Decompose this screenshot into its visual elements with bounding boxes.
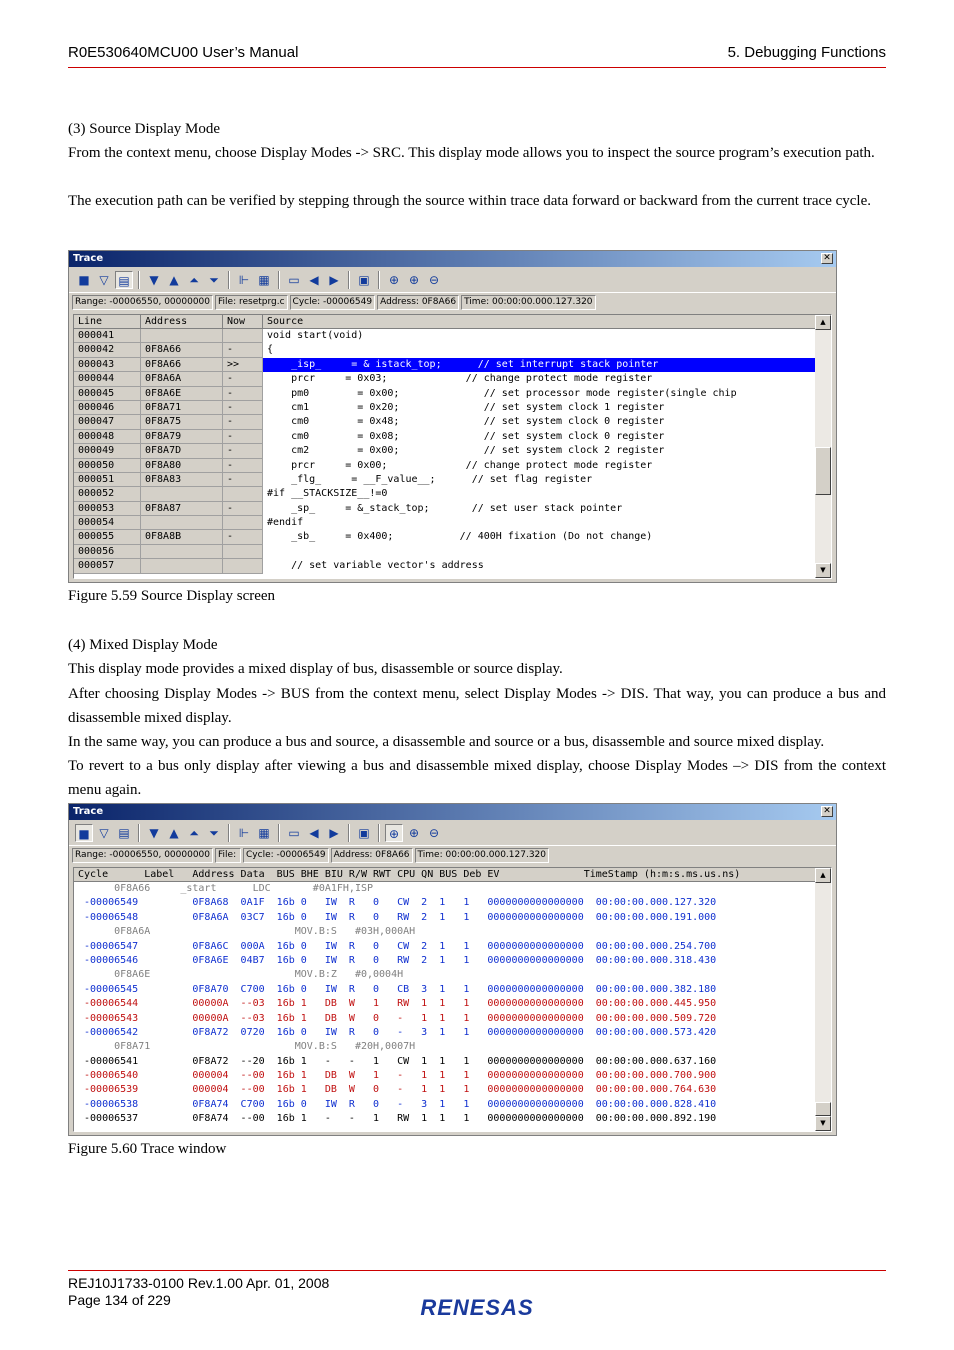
- line-cell: 000050: [74, 459, 141, 473]
- source-cell: cm0 = 0x08; // set system clock 0 register: [267, 430, 665, 442]
- row-text: -00006537 0F8A74 --00 16b 1 - - 1 RW 1 1 1 0000000000000000 00:00:00.000.892.190: [78, 1113, 717, 1125]
- now-cell: -: [223, 459, 263, 473]
- scroll-up-icon[interactable]: ▲: [815, 315, 831, 330]
- source-mode-icon[interactable]: ▤: [115, 271, 133, 289]
- step-up-icon[interactable]: ▲: [169, 825, 179, 840]
- window-icon[interactable]: ▭: [288, 825, 300, 840]
- address-field: Address: 0F8A66: [331, 848, 413, 863]
- source-row[interactable]: [74, 487, 831, 501]
- row-text: 0F8A6A MOV.B:S #03H,000AH: [78, 926, 416, 938]
- record-icon[interactable]: ■: [75, 824, 93, 842]
- source-row[interactable]: [74, 343, 831, 357]
- tree-icon[interactable]: ⊩: [238, 272, 250, 287]
- line-cell: 000041: [74, 329, 141, 343]
- source-cell: #endif: [267, 517, 304, 529]
- column-header-row: [74, 315, 831, 329]
- source-row[interactable]: [74, 545, 831, 559]
- source-cell: prcr = 0x03; // change protect mode register: [267, 373, 653, 385]
- toolbar-separator: [138, 271, 140, 289]
- figure-5-60-caption: Figure 5.60 Trace window: [68, 1141, 227, 1157]
- line-cell: 000047: [74, 415, 141, 429]
- row-text: -00006545 0F8A70 C700 16b 0 IW R 0 CB 3 1 1 0000000000000000 00:00:00.000.382.180: [78, 983, 717, 995]
- row-text: -00006542 0F8A72 0720 16b 0 IW R 0 - 3 1 1 0000000000000000 00:00:00.000.573.420: [78, 1026, 717, 1038]
- toolbar-separator: [228, 271, 230, 289]
- line-cell: 000044: [74, 372, 141, 386]
- line-cell: 000046: [74, 401, 141, 415]
- now-cell: -: [223, 430, 263, 444]
- source-cell: #if __STACKSIZE__!=0: [267, 488, 388, 500]
- info-bar: [69, 293, 836, 311]
- line-cell: 000049: [74, 444, 141, 458]
- document-id: REJ10J1733-0100 Rev.1.00 Apr. 01, 2008: [68, 1275, 330, 1291]
- row-text: 0F8A66 _start LDC #0A1FH,ISP: [78, 883, 374, 894]
- source-row[interactable]: [74, 502, 831, 516]
- toolbar-separator: [278, 271, 280, 289]
- source-cell: cm1 = 0x20; // set system clock 1 register: [267, 401, 665, 413]
- trace-window-mixed: [68, 803, 837, 1136]
- window-title-bar: [69, 804, 836, 820]
- record-icon[interactable]: ■: [78, 272, 90, 287]
- address-cell: [141, 329, 223, 343]
- toolbar-separator: [138, 824, 140, 842]
- line-cell: 000043: [74, 358, 141, 372]
- line-cell: 000052: [74, 487, 141, 501]
- address-cell: 0F8A87: [141, 502, 223, 516]
- row-text: -00006540 000004 --00 16b 1 DB W 1 - 1 1 1 0000000000000000 00:00:00.000.700.900: [78, 1070, 717, 1082]
- bus-row[interactable]: [74, 1069, 831, 1083]
- step-up-icon[interactable]: ▲: [169, 272, 179, 287]
- row-text: 0F8A6E MOV.B:Z #0,0004H: [78, 969, 404, 981]
- source-cell: _isp_ = & istack_top; // set interrupt stack pointer: [263, 358, 819, 372]
- cycle-field: Cycle: -00006549: [243, 848, 329, 863]
- column-line[interactable]: Line: [74, 315, 141, 329]
- page-number: Page 134 of 229: [68, 1292, 171, 1308]
- section-4-paragraph-4: To revert to a bus only display after viewing a bus and disassemble mixed display, choose Display Modes –> DIS from the context menu again.: [68, 758, 886, 798]
- bus-row[interactable]: [74, 1012, 831, 1026]
- source-cell: {: [267, 344, 274, 356]
- source-row[interactable]: [74, 459, 831, 473]
- toolbar-separator: [348, 271, 350, 289]
- step-down-icon[interactable]: ▼: [149, 825, 159, 840]
- bus-row[interactable]: [74, 1055, 831, 1069]
- source-mode-icon[interactable]: ▤: [118, 825, 130, 840]
- toolbar: [69, 820, 836, 846]
- row-text: -00006541 0F8A72 --20 16b 1 - - 1 CW 1 1 1 0000000000000000 00:00:00.000.637.160: [78, 1055, 717, 1067]
- file-field: File: resetprg.c: [215, 295, 288, 310]
- filter-icon[interactable]: ▽: [99, 825, 109, 840]
- section-3-title: (3) Source Display Mode: [68, 121, 221, 137]
- save-icon[interactable]: ▣: [358, 272, 370, 287]
- chapter-title: 5. Debugging Functions: [727, 44, 886, 61]
- zoom-icon[interactable]: ⊕: [385, 824, 403, 842]
- window-icon[interactable]: ▭: [288, 272, 300, 287]
- source-row[interactable]: [74, 372, 831, 386]
- source-cell: cm0 = 0x48; // set system clock 0 register: [267, 416, 665, 428]
- address-cell: 0F8A6A: [141, 372, 223, 386]
- disassemble-row[interactable]: [74, 1040, 831, 1054]
- line-cell: 000051: [74, 473, 141, 487]
- bus-row[interactable]: [74, 954, 831, 968]
- source-cell: void start(void): [267, 330, 364, 341]
- address-cell: 0F8A75: [141, 415, 223, 429]
- source-grid: [73, 314, 832, 579]
- source-cell: _flg_ = __F_value__; // set flag register: [267, 473, 593, 485]
- window-title: Trace: [73, 253, 104, 264]
- section-3-paragraph-1: From the context menu, choose Display Modes -> SRC. This display mode allows you to inspect the source program’s execution path.: [68, 145, 875, 161]
- file-field: File:: [215, 848, 241, 863]
- source-row[interactable]: [74, 530, 831, 544]
- source-row[interactable]: [74, 387, 831, 401]
- column-source[interactable]: Source: [263, 315, 819, 329]
- svg-text:RENESAS: RENESAS: [420, 1295, 534, 1320]
- source-cell: prcr = 0x00; // change protect mode register: [267, 459, 653, 471]
- bus-grid: [73, 867, 832, 1132]
- row-text: -00006544 00000A --03 16b 1 DB W 1 RW 1 1 1 0000000000000000 00:00:00.000.445.950: [78, 998, 717, 1010]
- disassemble-row[interactable]: [74, 925, 831, 939]
- source-cell: _sp_ = &_stack_top; // set user stack pointer: [267, 502, 623, 514]
- toolbar-separator: [378, 824, 380, 842]
- zoom-in-icon[interactable]: ⊕: [408, 825, 420, 840]
- bus-row[interactable]: [74, 1083, 831, 1097]
- toolbar-separator: [378, 271, 380, 289]
- address-cell: 0F8A79: [141, 430, 223, 444]
- column-now[interactable]: Now: [223, 315, 263, 329]
- step-down-icon[interactable]: ▼: [149, 272, 159, 287]
- row-text: 0F8A71 MOV.B:S #20H,0007H: [78, 1041, 416, 1053]
- now-cell: -: [223, 387, 263, 401]
- row-text: -00006539 000004 --00 16b 1 DB W 0 - 1 1 1 0000000000000000 00:00:00.000.764.630: [78, 1084, 717, 1096]
- line-cell: 000048: [74, 430, 141, 444]
- source-row[interactable]: [74, 444, 831, 458]
- scroll-up-icon[interactable]: ▲: [815, 868, 831, 883]
- bus-row[interactable]: [74, 997, 831, 1011]
- toolbar-separator: [228, 824, 230, 842]
- close-icon[interactable]: ✕: [821, 806, 833, 817]
- forward-icon[interactable]: ▶: [329, 272, 339, 287]
- now-cell: -: [223, 415, 263, 429]
- column-header-row: [74, 868, 831, 882]
- scroll-down-icon[interactable]: ▼: [815, 1116, 831, 1131]
- zoom-out-icon[interactable]: ⊖: [428, 825, 440, 840]
- zoom-out-icon[interactable]: ⊖: [428, 272, 440, 287]
- first-icon[interactable]: ⏶: [189, 272, 199, 287]
- section-3-paragraph-2: The execution path can be verified by stepping through the source within trace data forward or backward from the current trace cycle.: [68, 193, 871, 209]
- source-row[interactable]: [74, 415, 831, 429]
- address-cell: 0F8A7D: [141, 444, 223, 458]
- toolbar: [69, 267, 836, 293]
- now-cell: -: [223, 372, 263, 386]
- figure-5-59-caption: Figure 5.59 Source Display screen: [68, 588, 276, 604]
- scroll-thumb[interactable]: [815, 1102, 831, 1116]
- line-cell: 000042: [74, 343, 141, 357]
- vertical-scrollbar[interactable]: [815, 315, 831, 578]
- now-cell: -: [223, 473, 263, 487]
- back-icon[interactable]: ◀: [309, 825, 319, 840]
- page-header: [68, 44, 886, 68]
- bus-row[interactable]: [74, 1112, 831, 1126]
- source-row[interactable]: [74, 430, 831, 444]
- now-cell: [223, 516, 263, 530]
- source-row[interactable]: [74, 329, 831, 343]
- now-cell: >>: [223, 358, 263, 372]
- window-title: Trace: [73, 806, 104, 817]
- list-icon[interactable]: ▦: [258, 825, 270, 840]
- cycle-field: Cycle: -00006549: [290, 295, 376, 310]
- address-cell: 0F8A71: [141, 401, 223, 415]
- row-text: -00006538 0F8A74 C700 16b 0 IW R 0 - 3 1 1 0000000000000000 00:00:00.000.828.410: [78, 1098, 717, 1110]
- scroll-thumb[interactable]: [815, 447, 831, 495]
- now-cell: -: [223, 530, 263, 544]
- line-cell: 000053: [74, 502, 141, 516]
- line-cell: 000054: [74, 516, 141, 530]
- section-4-title: (4) Mixed Display Mode: [68, 637, 218, 653]
- section-4-paragraph-3: In the same way, you can produce a bus and source, a disassemble and source or a bus, disassemble and source mixed display.: [68, 734, 825, 750]
- manual-title: R0E530640MCU00 User’s Manual: [68, 44, 299, 61]
- range-field: Range: -00006550, 00000000: [72, 295, 213, 310]
- bus-column-headers[interactable]: Cycle Label Address Data BUS BHE BIU R/W RWT CPU QN BUS Deb EV TimeStamp (h:m:s.ms.us.ns): [74, 868, 819, 882]
- close-icon[interactable]: ✕: [821, 253, 833, 264]
- tree-icon[interactable]: ⊩: [238, 825, 250, 840]
- last-icon[interactable]: ⏷: [209, 825, 219, 840]
- source-row[interactable]: [74, 358, 831, 372]
- source-cell: pm0 = 0x00; // set processor mode register(single chip: [267, 387, 737, 399]
- address-cell: [141, 516, 223, 530]
- address-cell: 0F8A66: [141, 343, 223, 357]
- list-icon[interactable]: ▦: [258, 272, 270, 287]
- zoom-in-icon[interactable]: ⊕: [408, 272, 420, 287]
- bus-row[interactable]: [74, 983, 831, 997]
- last-icon[interactable]: ⏷: [209, 272, 219, 287]
- trace-window-source: [68, 250, 837, 583]
- bus-rows: [74, 882, 831, 1127]
- now-cell: -: [223, 343, 263, 357]
- now-cell: -: [223, 502, 263, 516]
- address-cell: 0F8A80: [141, 459, 223, 473]
- section-4-paragraph-2: After choosing Display Modes -> BUS from the context menu, select Display Modes -> DIS. That way, you can produce a bus and disassemble mixed display.: [68, 686, 886, 726]
- row-text: -00006543 00000A --03 16b 1 DB W 0 - 1 1 1 0000000000000000 00:00:00.000.509.720: [78, 1012, 717, 1024]
- address-cell: 0F8A83: [141, 473, 223, 487]
- address-cell: [141, 487, 223, 501]
- source-row[interactable]: [74, 401, 831, 415]
- vertical-scrollbar[interactable]: [815, 868, 831, 1131]
- column-address[interactable]: Address: [141, 315, 223, 329]
- now-cell: -: [223, 401, 263, 415]
- address-cell: 0F8A8B: [141, 530, 223, 544]
- disassemble-row[interactable]: [74, 968, 831, 982]
- row-text: -00006549 0F8A68 0A1F 16b 0 IW R 0 CW 2 1 1 0000000000000000 00:00:00.000.127.320: [78, 897, 717, 909]
- window-title-bar: [69, 251, 836, 267]
- forward-icon[interactable]: ▶: [329, 825, 339, 840]
- bus-row[interactable]: [74, 896, 831, 910]
- section-4-paragraph-1: This display mode provides a mixed display of bus, disassemble or source display.: [68, 661, 563, 677]
- source-cell: // set variable vector's address: [267, 560, 484, 572]
- address-cell: 0F8A66: [141, 358, 223, 372]
- row-text: -00006546 0F8A6E 04B7 16b 0 IW R 0 RW 2 1 1 0000000000000000 00:00:00.000.318.430: [78, 954, 717, 966]
- first-icon[interactable]: ⏶: [189, 825, 199, 840]
- toolbar-separator: [348, 824, 350, 842]
- save-icon[interactable]: ▣: [358, 825, 370, 840]
- source-row[interactable]: [74, 559, 831, 573]
- now-cell: [223, 545, 263, 559]
- filter-icon[interactable]: ▽: [99, 272, 109, 287]
- source-rows: [74, 329, 831, 574]
- source-cell: cm2 = 0x00; // set system clock 2 register: [267, 445, 665, 457]
- bus-row[interactable]: [74, 940, 831, 954]
- line-cell: 000055: [74, 530, 141, 544]
- address-field: Address: 0F8A66: [377, 295, 459, 310]
- row-text: -00006548 0F8A6A 03C7 16b 0 IW R 0 RW 2 1 1 0000000000000000 00:00:00.000.191.000: [78, 911, 717, 923]
- address-cell: [141, 545, 223, 559]
- renesas-logo: [402, 1294, 552, 1320]
- source-cell: _sb_ = 0x400; // 400H fixation (Do not change): [267, 531, 653, 543]
- now-cell: [223, 559, 263, 573]
- disassemble-row[interactable]: [74, 882, 831, 896]
- row-text: -00006547 0F8A6C 000A 16b 0 IW R 0 CW 2 1 1 0000000000000000 00:00:00.000.254.700: [78, 940, 717, 952]
- bus-row[interactable]: [74, 1026, 831, 1040]
- line-cell: 000045: [74, 387, 141, 401]
- zoom-icon[interactable]: ⊕: [388, 272, 400, 287]
- source-cell: [263, 545, 819, 559]
- now-cell: [223, 487, 263, 501]
- line-cell: 000057: [74, 559, 141, 573]
- source-row[interactable]: [74, 473, 831, 487]
- scroll-down-icon[interactable]: ▼: [815, 563, 831, 578]
- now-cell: [223, 329, 263, 343]
- time-field: Time: 00:00:00.000.127.320: [461, 295, 595, 310]
- line-cell: 000056: [74, 545, 141, 559]
- source-row[interactable]: [74, 516, 831, 530]
- bus-row[interactable]: [74, 1098, 831, 1112]
- address-cell: [141, 559, 223, 573]
- now-cell: -: [223, 444, 263, 458]
- range-field: Range: -00006550, 00000000: [72, 848, 213, 863]
- toolbar-separator: [278, 824, 280, 842]
- address-cell: 0F8A6E: [141, 387, 223, 401]
- back-icon[interactable]: ◀: [309, 272, 319, 287]
- bus-row[interactable]: [74, 911, 831, 925]
- info-bar: [69, 846, 836, 864]
- time-field: Time: 00:00:00.000.127.320: [415, 848, 549, 863]
